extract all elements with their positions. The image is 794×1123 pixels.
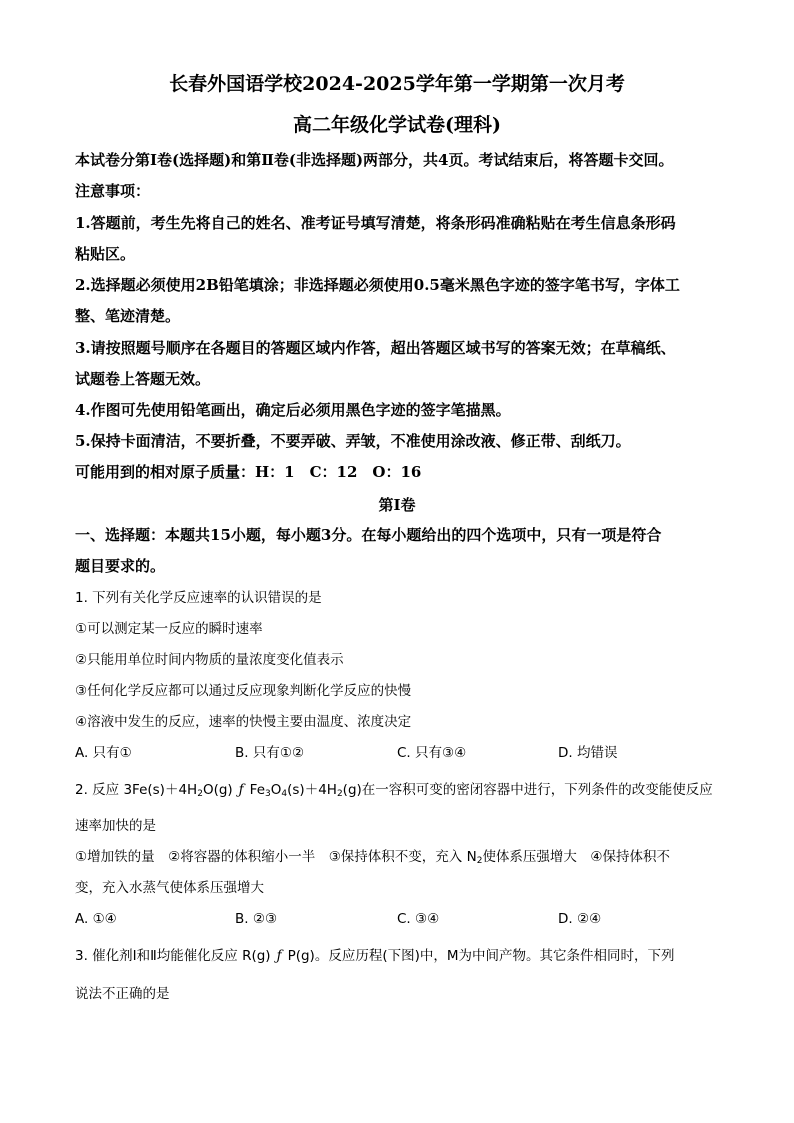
- q2-option-a: A. ①④: [75, 911, 117, 927]
- q1-item: ③任何化学反应都可以通过反应现象判断化学反应的快慢: [75, 683, 412, 699]
- q2-stem-cont: 速率加快的是: [75, 818, 156, 834]
- q1-option-b: B. 只有①②: [235, 745, 305, 761]
- note-line: 4.作图可先使用铅笔画出，确定后必须用黑色字迹的签字笔描黑。: [75, 401, 511, 419]
- atomic-mass-line: 可能用到的相对原子质量：H：1 C：12 O：16: [75, 463, 422, 481]
- q2-option-b: B. ②③: [235, 911, 278, 927]
- note-line: 1.答题前，考生先将自己的姓名、准考证号填写清楚，将条形码准确粘贴在考生信息条形码: [75, 214, 676, 232]
- exam-subtitle: 高二年级化学试卷(理科): [293, 114, 501, 136]
- reversible-arrow-icon: ƒ: [276, 948, 282, 964]
- q1-item: ①可以测定某一反应的瞬时速率: [75, 621, 263, 637]
- q2-option-d: D. ②④: [558, 911, 602, 927]
- q2-conditions: ①增加铁的量 ②将容器的体积缩小一半 ③保持体积不变，充入 $N_2$使体系压强增大 ④保持体积不: [75, 849, 671, 866]
- notes-heading: 注意事项：: [75, 182, 151, 200]
- note-line: 3.请按照题号顺序在各题目的答题区域内作答，超出答题区域书写的答案无效；在草稿纸、: [75, 339, 676, 357]
- q1-option-c: C. 只有③④: [397, 745, 467, 761]
- q1-option-a: A. 只有①: [75, 745, 132, 761]
- exam-title: 长春外国语学校2024-2025学年第一学期第一次月考: [169, 73, 625, 95]
- note-line: 2.选择题必须使用2B铅笔填涂；非选择题必须使用0.5毫米黑色字迹的签字笔书写，字体工: [75, 276, 680, 294]
- q3-stem-cont: 说法不正确的是: [75, 986, 170, 1002]
- q2-conditions-cont: 变，充入水蒸气使体系压强增大: [75, 880, 264, 896]
- q3-stem: 3. 催化剂Ⅰ和Ⅱ均能催化反应 R(g) ƒ P(g)。反应历程(下图)中，M为中间产物。其它条件相同时，下列: [75, 948, 675, 964]
- reversible-arrow-icon: ƒ: [238, 782, 244, 798]
- section-heading-cont: 题目要求的。: [75, 557, 166, 575]
- intro-text: 本试卷分第Ⅰ卷(选择题)和第Ⅱ卷(非选择题)两部分，共4页。考试结束后，将答题卡交回。: [75, 151, 674, 169]
- note-line: 试题卷上答题无效。: [75, 370, 211, 388]
- note-line: 粘贴区。: [75, 245, 136, 263]
- q1-option-d: D. 均错误: [558, 745, 618, 761]
- part-label: 第Ⅰ卷: [378, 496, 416, 514]
- q1-item: ④溶液中发生的反应，速率的快慢主要由温度、浓度决定: [75, 714, 412, 730]
- note-line: 整、笔迹清楚。: [75, 307, 181, 325]
- section-heading: 一、选择题：本题共15小题，每小题3分。在每小题给出的四个选项中，只有一项是符合: [75, 526, 662, 544]
- q1-stem: 1. 下列有关化学反应速率的认识错误的是: [75, 590, 322, 606]
- q2-stem: 2. 反应 $3Fe(s)+4H_2O(g)$ ƒ $Fe_3O_4(s)+4H_2(g)$在一容积可变的密闭容器中进行，下列条件的改变能使反应: [75, 782, 713, 799]
- q1-item: ②只能用单位时间内物质的量浓度变化值表示: [75, 652, 344, 668]
- q2-option-c: C. ③④: [397, 911, 440, 927]
- note-line: 5.保持卡面清洁，不要折叠，不要弄破、弄皱，不准使用涂改液、修正带、刮纸刀。: [75, 432, 631, 450]
